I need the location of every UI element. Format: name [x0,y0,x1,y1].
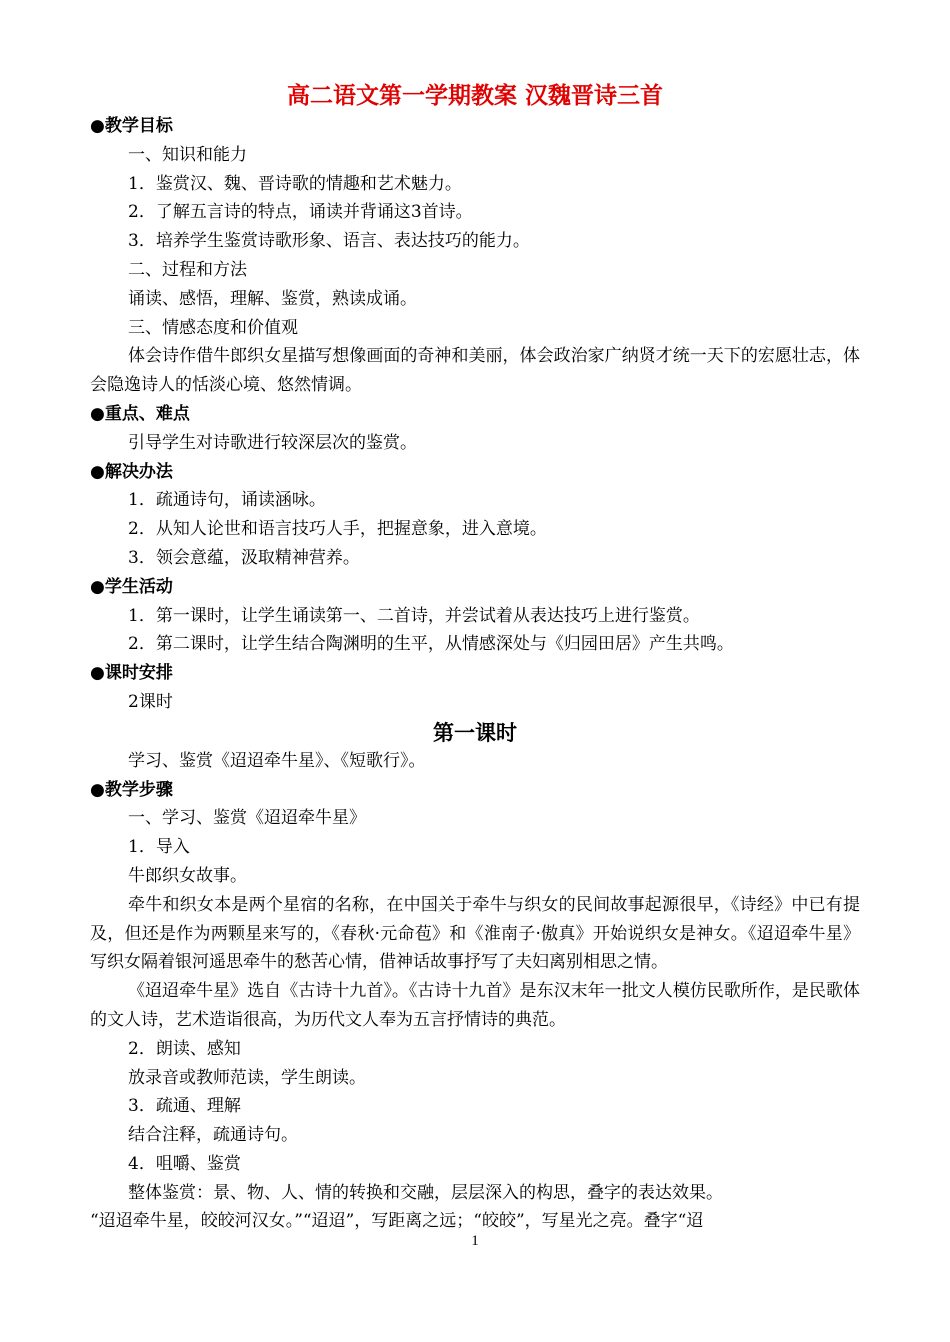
lesson-title: 第一课时 [433,720,517,745]
paragraph: 诵读、感悟，理解、鉴赏，熟读成诵。 [128,288,417,309]
step-heading: 1．导入 [128,837,190,858]
bullet-icon: ● [90,403,105,424]
list-item: 2．从知人论世和语言技巧人手，把握意象，进入意境。 [128,519,547,540]
paragraph: 学习、鉴赏《迢迢牵牛星》、《短歌行》。 [128,750,426,771]
list-item: 2．了解五言诗的特点，诵读并背诵这3首诗。 [128,202,473,223]
section-heading-steps: ●教学步骤 [90,779,173,800]
bullet-icon: ● [90,779,105,800]
list-item: 2．第二课时，让学生结合陶渊明的生平，从情感深处与《归园田居》产生共鸣。 [128,634,734,655]
paragraph: 引导学生对诗歌进行较深层次的鉴赏。 [128,432,417,453]
subheading: 三、情感态度和价值观 [128,317,298,338]
bullet-icon: ● [90,461,105,482]
section-heading-goals: ●教学目标 [90,116,173,136]
document-body [90,112,860,1236]
list-item: 1．疏通诗句，诵读涵咏。 [128,490,326,511]
paragraph: 牵牛和织女本是两个星宿的名称，在中国关于牵牛与织女的民间故事起源很早，《诗经》中已有提及，但还是作为两颗星来写的，《春秋·元命苞》和《淮南子·傲真》开始说织女是神女。《迢迢牵牛星》写织女隔着银河遥思牵牛的愁苦心情，借神话故事抒写了夫妇离别相思之情。 [90,894,860,973]
subheading: 一、学习、鉴赏《迢迢牵牛星》 [128,808,366,829]
list-item: 1．第一课时，让学生诵读第一、二首诗，并尝试着从表达技巧上进行鉴赏。 [128,605,700,626]
step-heading: 3．疏通、理解 [128,1096,241,1117]
bullet-icon: ● [90,116,105,136]
subheading: 二、过程和方法 [128,259,247,280]
page-number: 1 [471,1233,479,1249]
document-title: 高二语文第一学期教案 汉魏晋诗三首 [286,83,663,109]
section-heading-focus: ●重点、难点 [90,403,190,424]
paragraph: 整体鉴赏：景、物、人、情的转换和交融，层层深入的构思，叠字的表达效果。 [128,1182,723,1203]
paragraph: 体会诗作借牛郎织女星描写想像画面的奇神和美丽，体会政治家广纳贤才统一天下的宏愿壮志，体会隐逸诗人的恬淡心境、悠然情调。 [90,346,860,396]
list-item: 3．领会意蕴，汲取精神营养。 [128,547,360,568]
subheading: 一、知识和能力 [128,144,247,165]
paragraph: “迢迢牵牛星，皎皎河汉女。”“迢迢”，写距离之远；“皎皎”，写星光之亮。叠字“迢 [90,1211,704,1232]
bullet-icon: ● [90,576,105,597]
list-item: 1．鉴赏汉、魏、晋诗歌的情趣和艺术魅力。 [128,173,462,194]
section-heading-activities: ●学生活动 [90,576,173,597]
paragraph: 放录音或教师范读，学生朗读。 [128,1067,366,1088]
step-heading: 4．咀嚼、鉴赏 [128,1153,241,1174]
list-item: 3．培养学生鉴赏诗歌形象、语言、表达技巧的能力。 [128,231,530,252]
section-heading-schedule: ●课时安排 [90,663,173,684]
paragraph: 结合注释，疏通诗句。 [128,1125,298,1146]
paragraph: 2课时 [128,691,173,712]
section-heading-methods: ●解决办法 [90,461,173,482]
step-heading: 2．朗读、感知 [128,1038,241,1059]
bullet-icon: ● [90,663,105,684]
paragraph: 牛郎织女故事。 [128,865,247,886]
paragraph: 《迢迢牵牛星》选自《古诗十九首》。《古诗十九首》是东汉末年一批文人模仿民歌所作，是民歌体的文人诗，艺术造诣很高，为历代文人奉为五言抒情诗的典范。 [90,981,860,1030]
